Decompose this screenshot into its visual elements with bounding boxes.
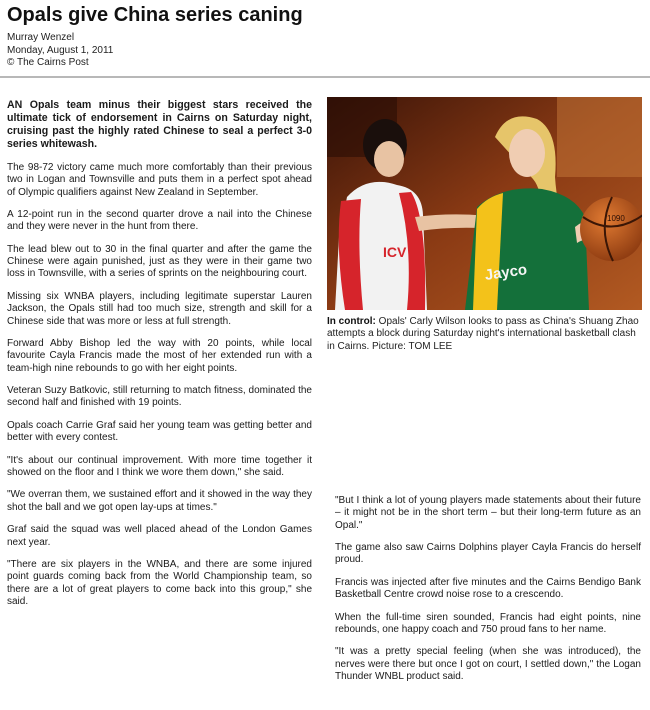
article-photo — [327, 97, 642, 310]
body-paragraph: Forward Abby Bishop led the way with 20 points, while local favourite Cayla Francis made the most of her extended run with a team-high nine rebounds to go with her eight points. — [7, 338, 312, 374]
body-paragraph: The game also saw Cairns Dolphins player Cayla Francis do herself proud. — [335, 542, 641, 566]
body-paragraph: Missing six WNBA players, including legitimate superstar Lauren Jackson, the Opals still had too much size, strength and skill for a Chinese side that was more or less at full strength. — [7, 290, 312, 327]
header-divider — [0, 76, 650, 78]
body-paragraph: "There are six players in the WNBA, and there are some injured point guards coming back from the World Championship team, so there are a lot of great players to come back into this group," she said. — [7, 559, 312, 607]
photo-caption — [327, 316, 642, 353]
body-paragraph: "It was a pretty special feeling (when she was introduced), the nerves were there but once I got on court, I settled down," the Logan Thunder WNBL product said. — [335, 646, 641, 683]
caption-label: In control: — [327, 316, 376, 327]
article-title: Opals give China series caning — [7, 4, 303, 26]
body-paragraph: Graf said the squad was well placed ahead of the London Games next year. — [7, 524, 312, 548]
caption-text: Opals' Carly Wilson looks to pass as China's Shuang Zhao attempts a block during Saturday night's international basketball clash in Cairns. Picture: TOM LEE — [327, 316, 639, 352]
body-paragraph: When the full-time siren sounded, Francis had eight points, nine rebounds, one happy coach and 750 proud fans to her name. — [335, 611, 641, 635]
basketball-photo-illustration — [327, 97, 642, 310]
body-paragraph: The lead blew out to 30 in the final quarter and after the game the Chinese were again punished, just as they were in their game two loss in Townsville, with a series of sprints on the neighbouring court. — [7, 243, 312, 280]
body-paragraph: Opals coach Carrie Graf said her young team was getting better and better with every contest. — [7, 419, 312, 444]
author-name: Murray Wenzel — [7, 32, 75, 43]
red-jersey-text: ICV — [383, 244, 407, 260]
body-paragraph: Francis was injected after five minutes and the Cairns Bendigo Bank Basketball Centre crowd noise rose to a crescendo. — [335, 576, 641, 601]
publish-date: Monday, August 1, 2011 — [7, 44, 114, 56]
article-byline — [7, 32, 113, 70]
jersey-sponsor-text: Jayco — [483, 261, 529, 285]
lead-paragraph: AN Opals team minus their biggest stars received the ultimate tick of endorsement in Cairns on Saturday night, cruising past the highly rated Chinese to seal a perfect 3-0 series whitewash. — [7, 99, 312, 150]
body-paragraph: "It's about our continual improvement. With more time together it showed on the floor and I think we wore them down," she said. — [7, 454, 312, 478]
body-paragraph: The 98-72 victory came much more comfortably than their previous two in Logan and Townsville and puts them in a perfect spot ahead of Olympic qualifiers against New Zealand in September. — [7, 162, 312, 198]
article-body-right — [335, 495, 641, 694]
ball-text: 1090 — [607, 214, 625, 223]
body-paragraph: "We overran them, we sustained effort and it showed in the way they shot the ball and we got open lay-ups at times." — [7, 489, 312, 513]
article-body-left — [7, 99, 312, 618]
body-paragraph: Veteran Suzy Batkovic, still returning to match fitness, dominated the second half and finished with 19 points. — [7, 385, 312, 409]
copyright-notice: © The Cairns Post — [7, 57, 89, 68]
body-paragraph: A 12-point run in the second quarter drove a nail into the Chinese and they were never in the hunt from there. — [7, 209, 312, 233]
body-paragraph: "But I think a lot of young players made statements about their future – it might not be in the short term – but their long-term future as an Opal." — [335, 495, 641, 531]
